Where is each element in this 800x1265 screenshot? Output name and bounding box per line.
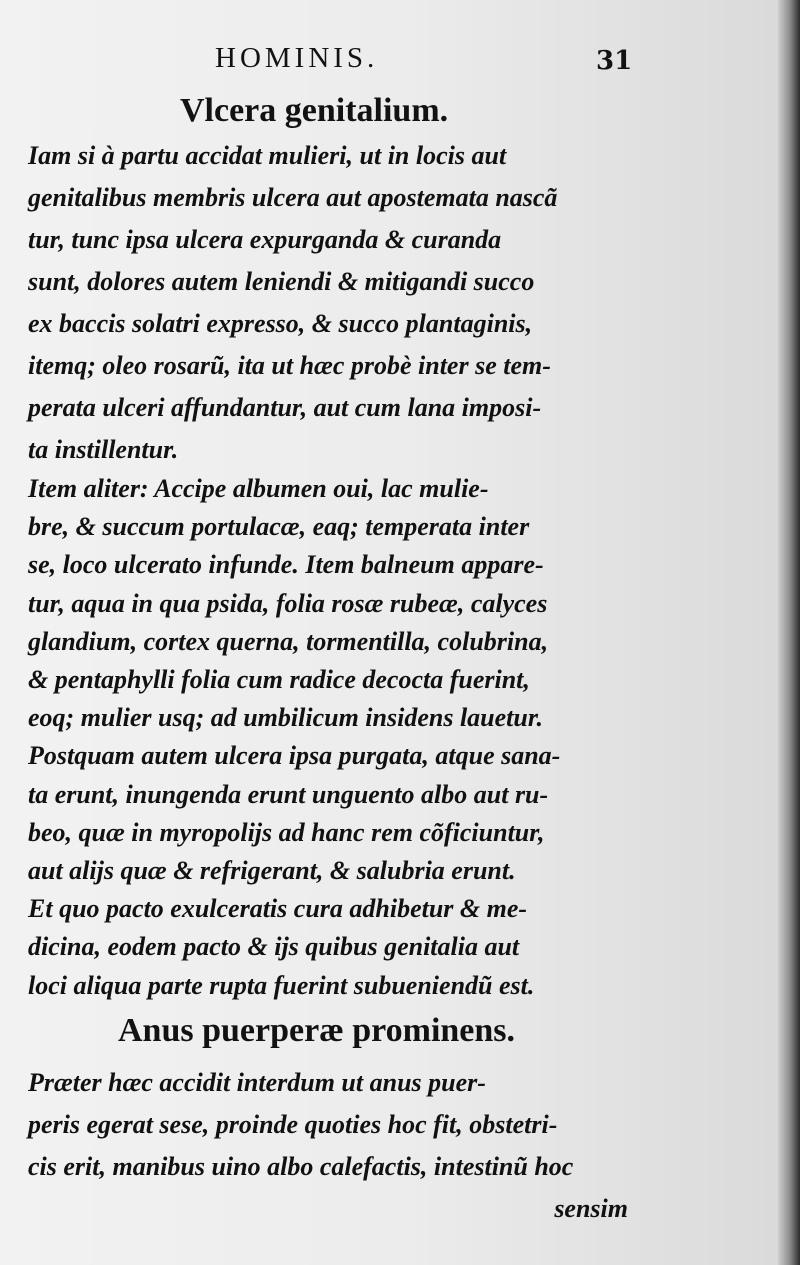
text-line: ta erunt, inungenda erunt unguento albo aut ru- — [28, 779, 549, 809]
text-line: loci aliqua parte rupta fuerint subueniendũ est. — [28, 970, 535, 1000]
page-number: 31 — [596, 46, 633, 76]
running-head: HOMINIS. — [215, 42, 379, 74]
text-line: genitalibus membris ulcera aut apostemata nascã — [28, 183, 558, 212]
text-line: peris egerat sese, proinde quoties hoc fit, obstetri- — [28, 1110, 558, 1139]
text-line: perata ulceri affundantur, aut cum lana imposi- — [28, 393, 542, 422]
text-line: aut alijs quæ & refrigerant, & salubria erunt. — [28, 856, 516, 885]
catchword: sensim — [554, 1194, 628, 1223]
text-line: Postquam autem ulcera ipsa purgata, atque sana- — [28, 741, 561, 771]
text-line: Iam si à partu accidat mulieri, ut in locis aut — [28, 141, 507, 170]
text-line: cis erit, manibus uino albo calefactis, intestinũ hoc — [28, 1152, 574, 1181]
text-line: Et quo pacto exulceratis cura adhibetur & me- — [28, 894, 528, 924]
text-line: eoq; mulier usq; ad umbilicum insidens lauetur. — [28, 703, 544, 733]
page-edge-shadow — [778, 0, 800, 1265]
text-line: & pentaphylli folia cum radice decocta fuerint, — [28, 665, 530, 694]
text-line: glandium, cortex querna, tormentilla, colubrina, — [28, 626, 549, 656]
text-line: itemq; oleo rosarũ, ita ut hæc probè inter se tem- — [28, 351, 551, 380]
text-line: ta instillentur. — [28, 435, 179, 464]
text-line: se, loco ulcerato infunde. Item balneum appare- — [28, 550, 544, 580]
text-line: bre, & succum portulacæ, eaq; temperata inter — [28, 512, 530, 542]
text-line: beo, quæ in myropolijs ad hanc rem cõficiuntur, — [28, 817, 545, 847]
text-line: ex baccis solatri expresso, & succo plantaginis, — [28, 309, 533, 338]
text-line: tur, aqua in qua psida, folia rosæ rubeæ, calyces — [28, 588, 548, 618]
section-heading: Vlcera genitalium. — [180, 92, 449, 129]
text-line: dicina, eodem pacto & ijs quibus genitalia aut — [28, 932, 520, 962]
text-line: sunt, dolores autem leniendi & mitigandi succo — [28, 267, 535, 296]
section-heading: Anus puerperæ prominens. — [118, 1012, 516, 1049]
text-line: tur, tunc ipsa ulcera expurganda & curanda — [28, 225, 502, 254]
text-line: Præter hæc accidit interdum ut anus puer- — [28, 1068, 486, 1097]
text-line: Item aliter: Accipe albumen oui, lac mulie- — [28, 474, 489, 503]
